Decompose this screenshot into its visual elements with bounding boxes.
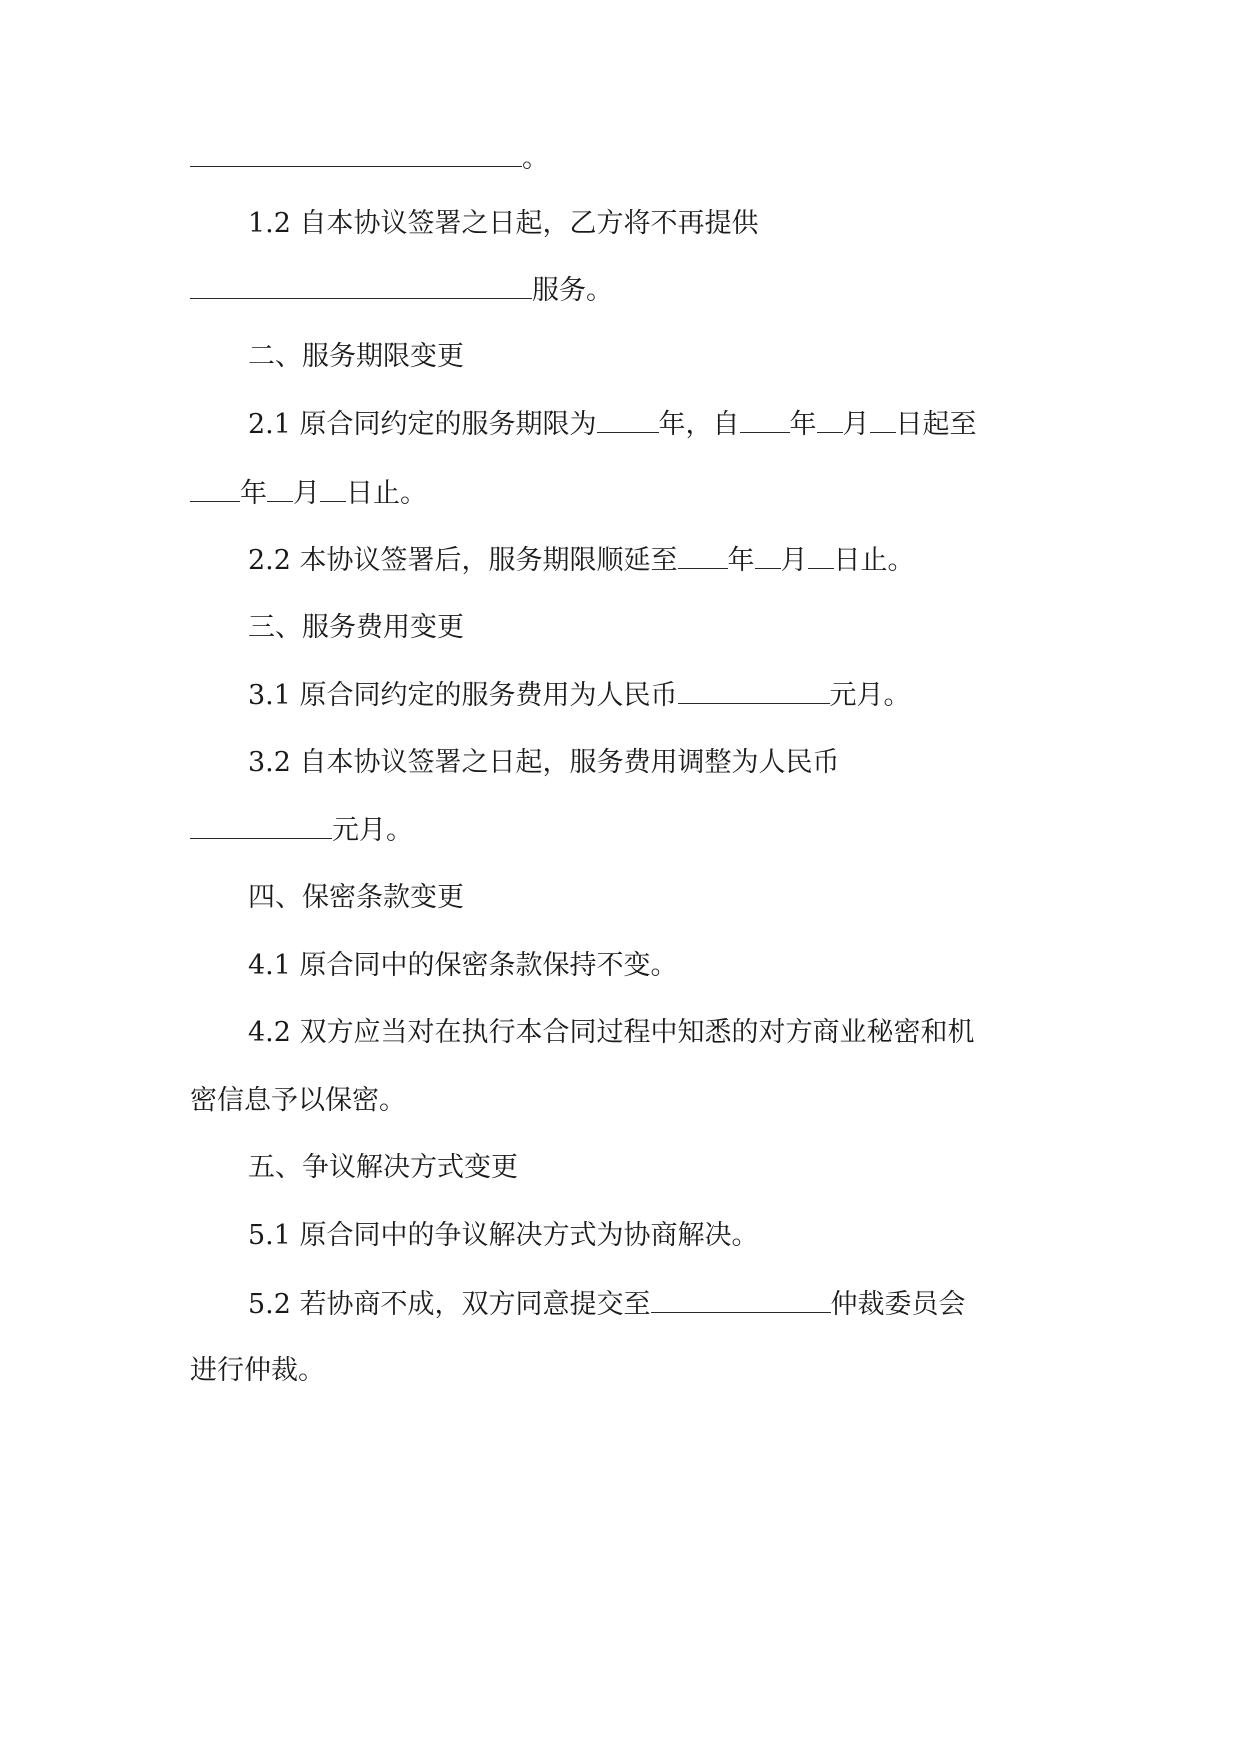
fill-blank	[755, 538, 781, 569]
text-segment: 1.2 自本协议签署之日起，乙方将不再提供	[248, 208, 759, 239]
clause-5-2	[0, 1282, 1240, 1326]
fill-blank	[870, 402, 896, 433]
clause-2-2	[0, 538, 1240, 582]
fill-blank	[678, 673, 830, 704]
clause-2-1	[0, 402, 1240, 446]
text-segment: 三、服务费用变更	[248, 612, 464, 643]
text-segment: 二、服务期限变更	[248, 341, 464, 372]
fill-blank	[678, 538, 728, 569]
clause-1-2-continued	[0, 268, 1240, 312]
fill-blank	[817, 402, 843, 433]
text-segment: 月	[842, 409, 870, 440]
text-segment: 日止。	[346, 478, 427, 509]
clause-3-2-continued	[0, 808, 1240, 852]
clause-2-1-continued	[0, 471, 1240, 515]
text-segment: 2.2 本协议签署后，服务期限顺延至	[248, 545, 678, 576]
fill-blank	[190, 136, 522, 167]
clause-3-2	[0, 741, 1240, 785]
fill-blank	[651, 1282, 831, 1313]
section-heading-2	[0, 335, 1240, 379]
fill-blank	[190, 268, 532, 299]
text-segment: 月	[293, 478, 320, 509]
line-blank-continuation	[0, 136, 1240, 180]
clause-4-2-continued	[0, 1079, 1240, 1123]
fill-blank	[190, 471, 240, 502]
clause-3-1	[0, 673, 1240, 717]
text-segment: 日起至	[895, 409, 977, 440]
text-segment: 年	[240, 478, 267, 509]
text-segment: 进行仲裁。	[190, 1355, 325, 1386]
section-heading-3	[0, 606, 1240, 650]
text-segment: 月	[780, 545, 808, 576]
fill-blank	[808, 538, 834, 569]
text-segment: 仲裁委员会	[830, 1289, 966, 1320]
fill-blank	[267, 471, 293, 502]
section-heading-5	[0, 1146, 1240, 1190]
text-segment: 日止。	[833, 545, 915, 576]
text-segment: 年	[789, 409, 817, 440]
text-segment: 4.2 双方应当对在执行本合同过程中知悉的对方商业秘密和机	[248, 1017, 975, 1048]
text-segment: 年，自	[658, 409, 740, 440]
text-segment: 5.2 若协商不成，双方同意提交至	[248, 1289, 651, 1320]
text-segment: 五、争议解决方式变更	[248, 1152, 518, 1183]
text-segment: 四、保密条款变更	[248, 882, 464, 913]
text-segment: 。	[522, 143, 549, 174]
section-heading-4	[0, 876, 1240, 920]
text-segment: 服务。	[532, 275, 613, 306]
fill-blank	[320, 471, 346, 502]
fill-blank	[740, 402, 790, 433]
text-segment: 2.1 原合同约定的服务期限为	[248, 409, 597, 440]
text-segment: 3.1 原合同约定的服务费用为人民币	[248, 680, 678, 711]
text-segment: 元月。	[829, 680, 911, 711]
clause-1-2	[0, 202, 1240, 246]
text-segment: 密信息予以保密。	[190, 1085, 406, 1116]
fill-blank	[190, 808, 332, 839]
fill-blank	[597, 402, 659, 433]
text-segment: 3.2 自本协议签署之日起，服务费用调整为人民币	[248, 747, 840, 778]
clause-4-2	[0, 1011, 1240, 1055]
text-segment: 4.1 原合同中的保密条款保持不变。	[248, 950, 678, 981]
text-segment: 5.1 原合同中的争议解决方式为协商解决。	[248, 1220, 759, 1251]
text-segment: 年	[727, 545, 755, 576]
clause-5-2-continued	[0, 1349, 1240, 1393]
text-segment: 元月。	[332, 815, 413, 846]
clause-5-1	[0, 1214, 1240, 1258]
clause-4-1	[0, 944, 1240, 988]
